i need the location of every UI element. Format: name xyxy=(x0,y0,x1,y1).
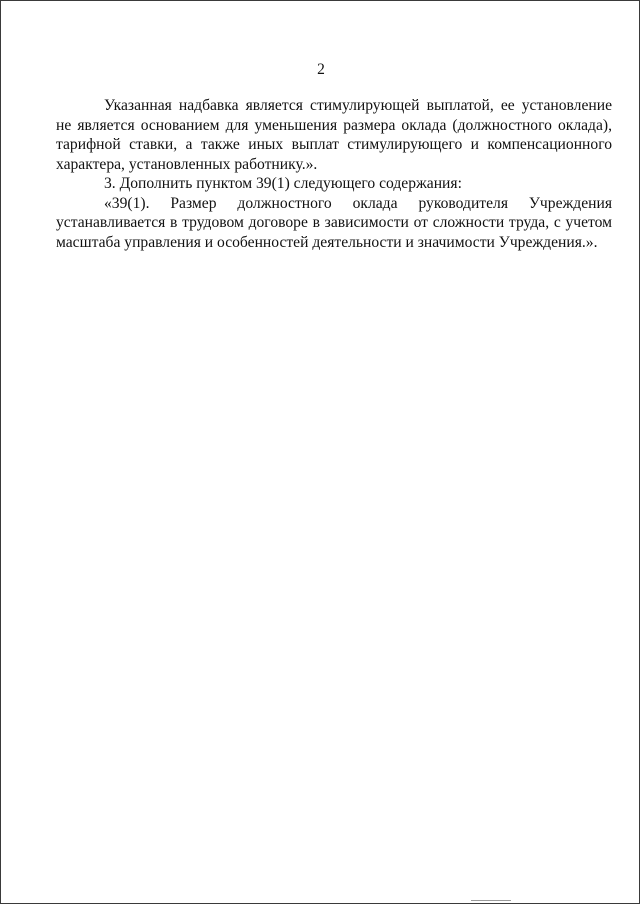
document-body xyxy=(56,96,612,252)
page-number: 2 xyxy=(317,61,325,78)
paragraph-bonus-note: Указанная надбавка является стимулирующей выплатой, ее установление не является основанием для уменьшения размера оклада (должностного оклада), тарифной ставки, а также иных выплат стимулирующего и компенсационного характера, установленных работнику.». xyxy=(56,97,612,173)
scan-edge-mark xyxy=(471,900,511,901)
paragraph-clause-39-1: «39(1). Размер должностного оклада руководителя Учреждения устанавливается в трудовом договоре в зависимости от сложности труда, с учетом масштаба управления и особенностей деятельности и значимости Учреждения.». xyxy=(56,194,612,251)
paragraph-amendment-intro: 3. Дополнить пунктом 39(1) следующего содержания: xyxy=(104,175,462,192)
